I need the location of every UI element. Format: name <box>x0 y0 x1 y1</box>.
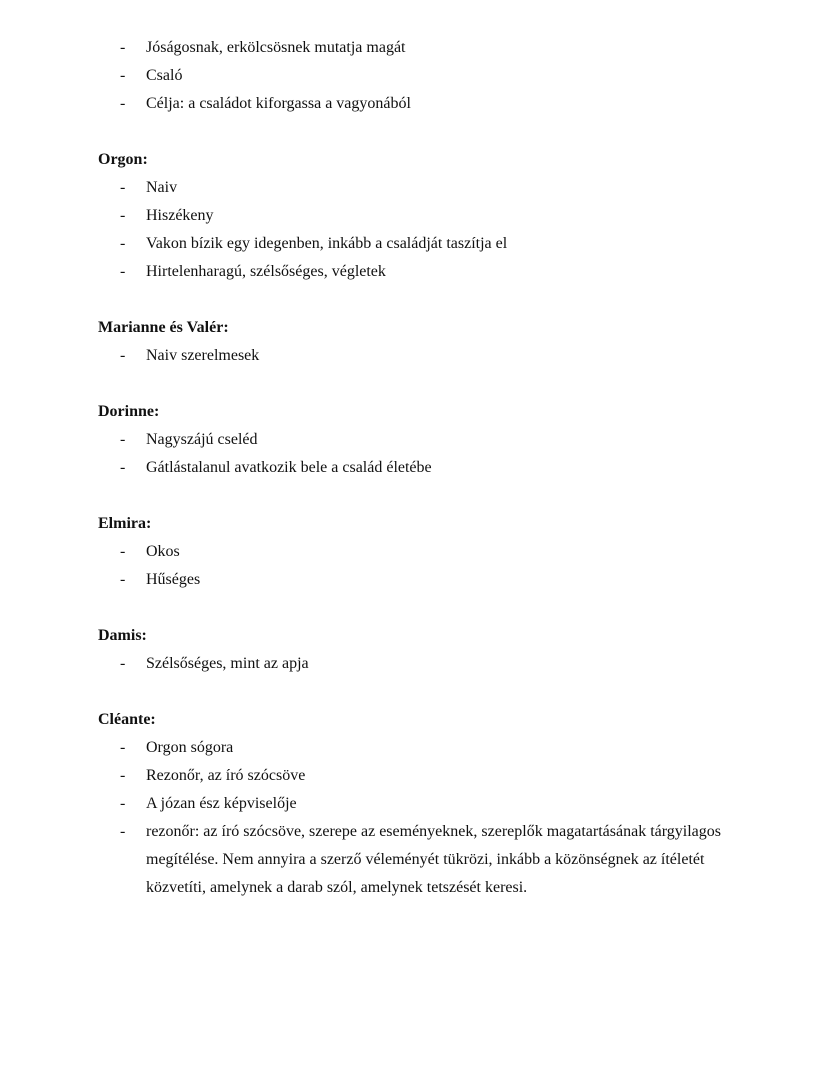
list-item: - Jóságosnak, erkölcsösnek mutatja magát <box>98 34 758 62</box>
section-damis <box>98 622 758 678</box>
dash-bullet-icon: - <box>120 767 126 784</box>
list-item: - Hiszékeny <box>98 202 758 230</box>
dash-bullet-icon: - <box>120 207 126 224</box>
list-item: - Orgon sógora <box>98 734 758 762</box>
dash-bullet-icon: - <box>120 431 126 448</box>
list-item: - Rezonőr, az író szócsöve <box>98 762 758 790</box>
list-item: - A józan ész képviselője <box>98 790 758 818</box>
list-item: - Hűséges <box>98 566 758 594</box>
dash-bullet-icon: - <box>120 543 126 560</box>
dash-bullet-icon: - <box>120 571 126 588</box>
section-elmira <box>98 510 758 594</box>
section-heading: Elmira: <box>98 515 152 532</box>
dash-bullet-icon: - <box>120 235 126 252</box>
dash-bullet-icon: - <box>120 179 126 196</box>
list-item: - Célja: a családot kiforgassa a vagyonából <box>98 90 758 118</box>
list-item: - Naiv <box>98 174 758 202</box>
section-heading: Cléante: <box>98 711 156 728</box>
dash-bullet-icon: - <box>120 459 126 476</box>
section-marianne-valer <box>98 314 758 370</box>
list-item: - rezonőr: az író szócsöve, szerepe az eseményeknek, szereplők magatartásának tárgyilagos megítélése. Nem annyira a szerző véleményét tükrözi, inkább a közönségnek az ítéletét közvetíti, amelynek a darab szól, amelynek tetszését keresi. <box>98 818 746 902</box>
list-item: - Gátlástalanul avatkozik bele a család életébe <box>98 454 758 482</box>
section-dorinne <box>98 398 758 482</box>
section-heading: Damis: <box>98 627 147 644</box>
list-item: - Okos <box>98 538 758 566</box>
dash-bullet-icon: - <box>120 347 126 364</box>
section-orgon <box>98 146 758 286</box>
section-heading: Orgon: <box>98 151 148 168</box>
intro-list <box>98 34 758 118</box>
list-item: - Csaló <box>98 62 758 90</box>
list-item: - Naiv szerelmesek <box>98 342 758 370</box>
dash-bullet-icon: - <box>120 795 126 812</box>
list-item: - Nagyszájú cseléd <box>98 426 758 454</box>
dash-bullet-icon: - <box>120 95 126 112</box>
list-item: - Vakon bízik egy idegenben, inkább a családját taszítja el <box>98 230 758 258</box>
dash-bullet-icon: - <box>120 263 126 280</box>
dash-bullet-icon: - <box>120 823 126 840</box>
section-heading: Dorinne: <box>98 403 160 420</box>
dash-bullet-icon: - <box>120 655 126 672</box>
section-heading: Marianne és Valér: <box>98 319 229 336</box>
list-item: - Szélsőséges, mint az apja <box>98 650 758 678</box>
dash-bullet-icon: - <box>120 67 126 84</box>
dash-bullet-icon: - <box>120 739 126 756</box>
section-cleante <box>98 706 758 902</box>
dash-bullet-icon: - <box>120 39 126 56</box>
list-item: - Hirtelenharagú, szélsőséges, végletek <box>98 258 758 286</box>
